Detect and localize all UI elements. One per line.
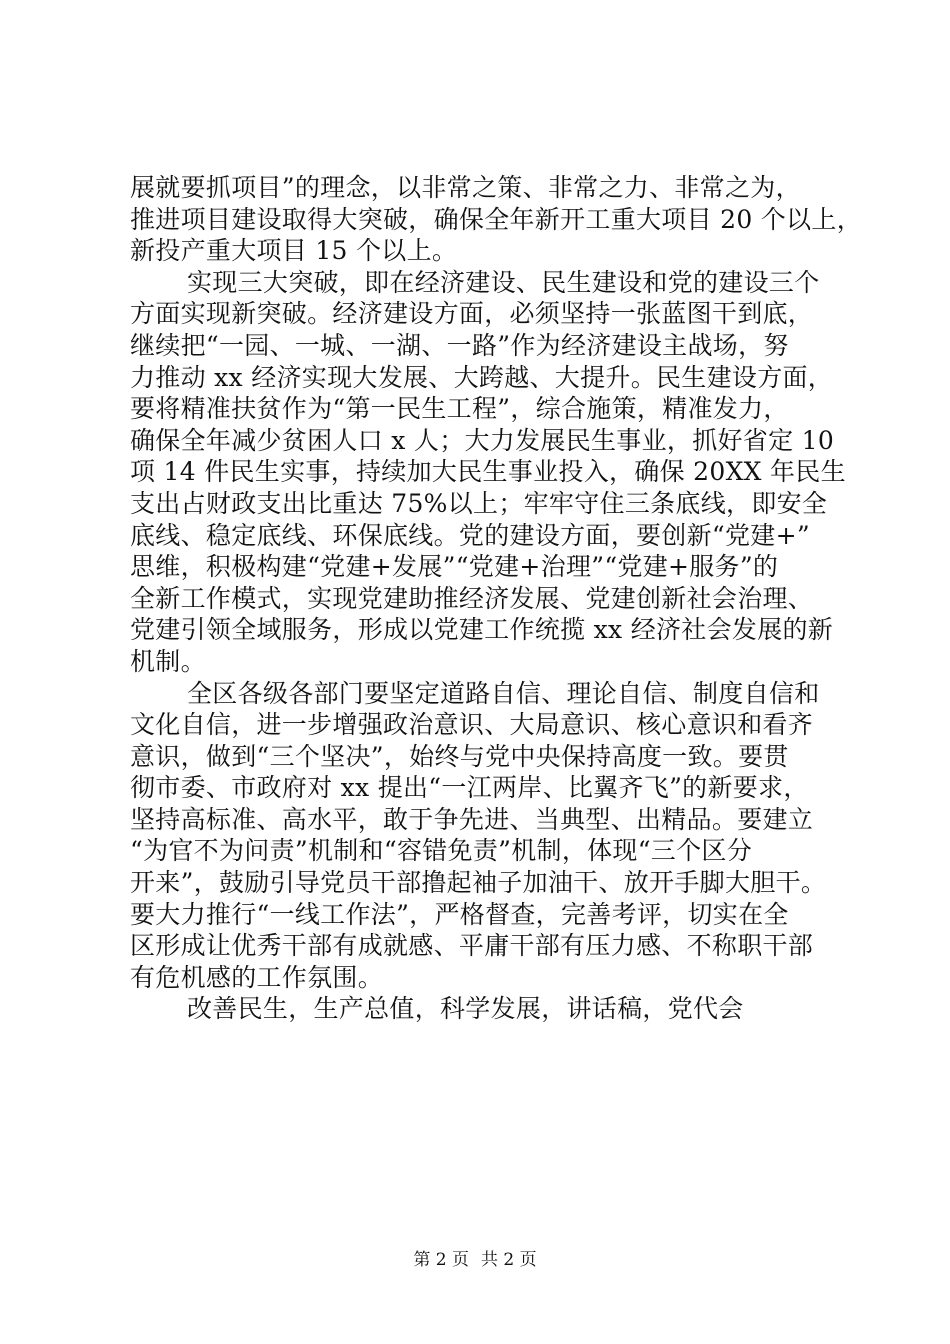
paragraph-line: 推进项目建设取得大突破，确保全年新开工重大项目 20 个以上，: [130, 204, 863, 234]
paragraph-line: 坚持高标准、高水平，敢于争先进、当典型、出精品。要建立: [130, 804, 814, 834]
paragraph-line: 思维，积极构建“党建+发展”“党建+治理”“党建+服务”的: [130, 552, 779, 582]
page-number: 第 2 页: [413, 1250, 469, 1270]
paragraph-line: 力推动 xx 经济实现大发展、大跨越、大提升。民生建设方面，: [130, 362, 834, 392]
paragraph-line: 展就要抓项目”的理念，以非常之策、非常之力、非常之为，: [130, 173, 801, 202]
paragraph-line: 开来”，鼓励引导党员干部撸起袖子加油干、放开手脚大胆干。: [130, 868, 827, 898]
paragraph-line: 意识，做到“三个坚决”，始终与党中央保持高度一致。要贯: [130, 741, 789, 771]
paragraph-line: 底线、稳定底线、环保底线。党的建设方面，要创新“党建+”: [130, 520, 810, 550]
paragraph-line: 要大力推行“一线工作法”，严格督查，完善考评，切实在全: [130, 899, 789, 929]
paragraph-line: 全新工作模式，实现党建助推经济发展、党建创新社会治理、: [130, 583, 814, 613]
paragraph-line: “为官不为问责”机制和“容错免责”机制，体现“三个区分: [130, 836, 753, 866]
paragraph-line: 新投产重大项目 15 个以上。: [130, 236, 458, 266]
paragraph-line: 党建引领全域服务，形成以党建工作统揽 xx 经济社会发展的新: [130, 615, 834, 645]
paragraph-line: 确保全年减少贫困人口 x 人；大力发展民生事业，抓好省定 10: [130, 425, 835, 455]
paragraph-line: 要将精准扶贫作为“第一民生工程”，综合施策，精准发力，: [130, 394, 789, 424]
paragraph-line: 机制。: [130, 646, 206, 676]
paragraph-line: 彻市委、市政府对 xx 提出“一江两岸、比翼齐飞”的新要求，: [130, 773, 809, 803]
paragraph-line: 项 14 件民生实事，持续加大民生事业投入，确保 20XX 年民生: [130, 457, 846, 487]
document-body: [130, 172, 863, 1025]
paragraph-line: 实现三大突破，即在经济建设、民生建设和党的建设三个: [187, 267, 820, 297]
paragraph-line: 方面实现新突破。经济建设方面，必须坚持一张蓝图干到底，: [130, 299, 814, 329]
page-footer: [0, 1245, 950, 1270]
paragraph-line: 有危机感的工作氛围。: [130, 962, 384, 992]
page-total: 共 2 页: [481, 1250, 537, 1270]
keywords-line: 改善民生，生产总值，科学发展，讲话稿，党代会: [187, 994, 744, 1024]
paragraph-line: 继续把“一园、一城、一湖、一路”作为经济建设主战场，努: [130, 330, 789, 360]
paragraph-line: 区形成让优秀干部有成就感、平庸干部有压力感、不称职干部: [130, 931, 814, 961]
paragraph-line: 支出占财政支出比重达 75%以上；牢牢守住三条底线，即安全: [130, 488, 828, 518]
paragraph-line: 文化自信，进一步增强政治意识、大局意识、核心意识和看齐: [130, 710, 814, 740]
paragraph-line: 全区各级各部门要坚定道路自信、理论自信、制度自信和: [187, 678, 820, 708]
